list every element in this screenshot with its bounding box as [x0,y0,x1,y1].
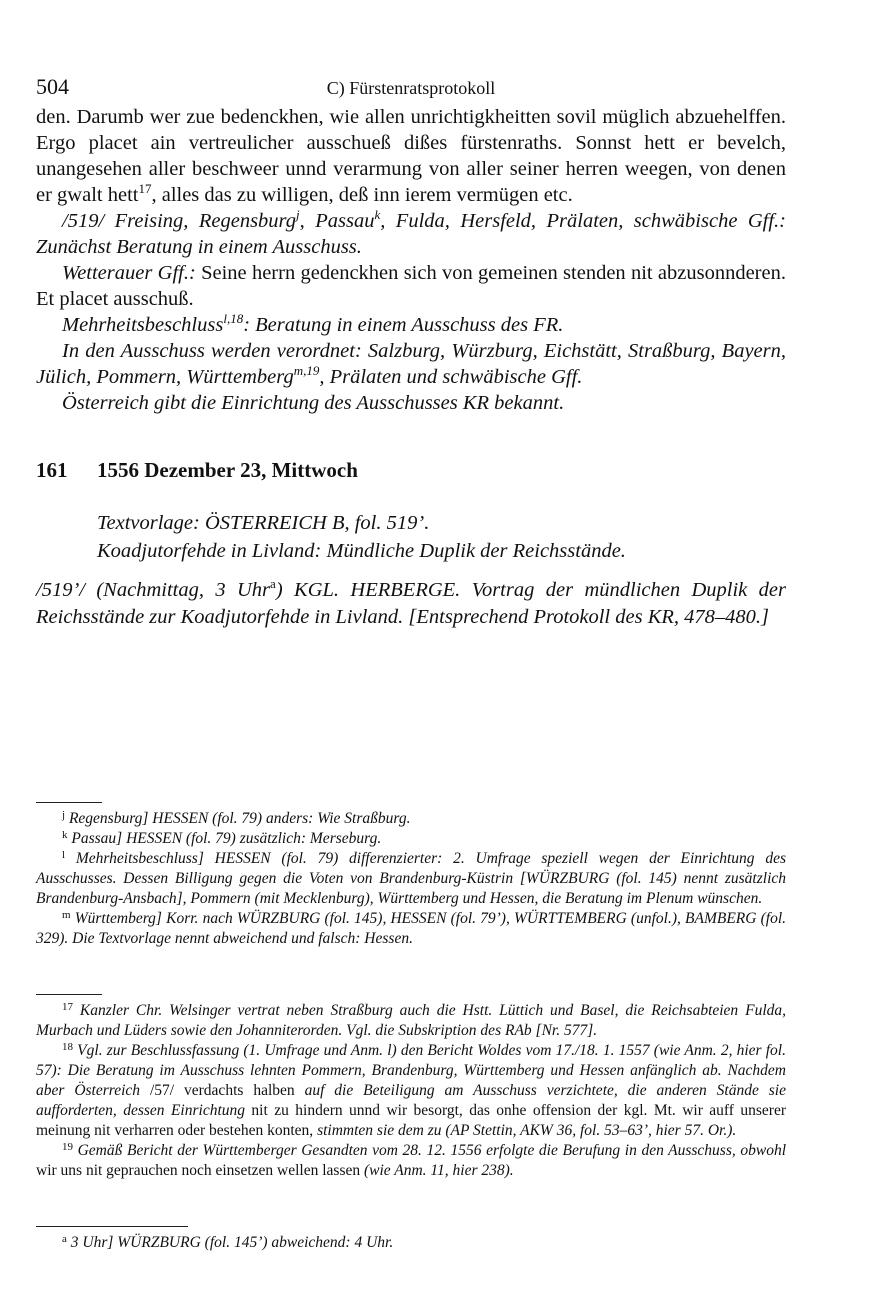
text: /519/ Freising, Regensburg [62,210,297,232]
note-mark: 18 [62,1041,73,1053]
note-mark: a [62,1233,67,1245]
variant-notes [36,802,786,949]
variant-ref: m,19 [293,363,320,378]
note-mark: m [62,909,71,921]
note-text: Mehrheitsbeschluss] HESSEN (fol. 79) differenzierter: 2. Umfrage speziell wegen der Einrichtung des Ausschusses. Dessen Billigung gegen die Voten von Brandenburg-Küstrin [WÜRZBURG (fol. 145) nennt zusätzlich Brandenburg-Ansbach], Pommern (mit Mecklenburg), Württemberg und Hessen, die Beratung im Plenum wünschen. [36,850,787,907]
note-mark: 19 [62,1141,73,1153]
quote-text: wir uns nit geprauchen noch einsetzen wellen lassen [36,1162,364,1179]
note-text: Passau] HESSEN (fol. 79) zusätzlich: Merseburg. [71,830,382,847]
note-mark: j [62,809,66,821]
variant-note-a [36,1233,786,1253]
text: ) KGL. HERBERGE. Vortrag der mündlichen Duplik der Reichsstände zur Koadjutorfehde in Livland. [Entsprechend Protokoll des KR, 478–480.] [36,579,786,628]
variant-ref: j [296,207,300,222]
variant-note [36,809,786,829]
text: Seine herrn gedenckhen sich von gemeinen stenden nit abzusonnderen. Et placet ausschuß. [36,262,786,310]
note-text: auf die Beteiligung am Ausschuss verzichtete, die anderen Stände sie aufforderten, dessen Einrichtung [36,1082,786,1119]
footnote-19 [36,1141,786,1181]
footnote-17 [36,1001,786,1041]
note-text: Württemberg] Korr. nach WÜRZBURG (fol. 145), HESSEN (fol. 79’), WÜRTTEMBERG (unfol.), BAMBERG (fol. 329). Die Textvorlage nennt abweichend und falsch: Hessen. [36,910,787,947]
divider [36,1226,188,1227]
variant-ref: l,18 [223,311,244,326]
variant-ref: k [374,207,381,222]
page [36,74,786,631]
note-mark: k [62,829,68,841]
note-text: Regensburg] HESSEN (fol. 79) anders: Wie Straßburg. [68,810,411,827]
running-title: C) Fürstenratsprotokoll [326,78,496,98]
paragraph-5 [36,338,786,390]
paragraph-2 [36,208,786,260]
speaker: Wetterauer Gff.: [62,262,196,284]
note-text: Gemäß Bericht der Württemberger Gesandten vom 28. 12. 1556 erfolgte die Berufung in den Ausschuss, obwohl [77,1142,786,1159]
text: : Beratung in einem Ausschuss des FR. [243,314,564,336]
source-line: Textvorlage: ÖSTERREICH B, fol. 519’. [97,512,430,534]
text: In den Ausschuss werden verordnet: Salzburg, Würzburg, Eichstätt, Straßburg, Bayern, Jülich, Pommern, Württemberg [36,340,786,388]
subject-line: Koadjutorfehde in Livland: Mündliche Duplik der Reichsstände. [97,540,626,562]
note-mark: 17 [62,1001,73,1013]
text: den. Darumb wer zue bedenckhen, wie allen unrichtigkheitten sovil müglich abzuehelffen. Ergo placet ain vertreulicher ausschueß dißes fürstenraths. Sonnst hett er bevelch, unangesehen aller beschweer unnd verarmung von aller seiner herren weegen, von denen er gwalt hett [36,106,786,206]
section-title: 1556 Dezember 23, Mittwoch [97,458,358,482]
footnotes [36,994,786,1181]
section-number: 161 [36,458,68,482]
note-mark: l [62,849,66,861]
text: , Prälaten und schwäbische Gff. [319,366,583,388]
note-text: (wie Anm. 11, hier 238). [363,1162,514,1179]
variant-note [36,849,786,909]
vortrag-paragraph [36,577,786,631]
quote-text: nit zu hindern unnd wir besorgt, das onhe offension der kgl. Mt. wir auff unserer meinung nit verharren oder bestehen konten, [36,1102,786,1139]
note-text: 3 Uhr] WÜRZBURG (fol. 145’) abweichend: 4 Uhr. [70,1234,394,1251]
text: , Fulda, Hersfeld, Prälaten, schwäbische Gff.: Zunächst Beratung in einem Ausschuss. [36,210,787,258]
section-heading [36,458,786,483]
text: Österreich gibt die Einrichtung des Ausschusses KR bekannt. [62,392,565,414]
text: /519’/ (Nachmittag, 3 Uhr [36,579,271,601]
variant-note [36,909,786,949]
note-text: Vgl. zur Beschlussfassung (1. Umfrage und Anm. l) den Bericht Woldes vom 17./18. 1. 1557 (wie Anm. 2, hier fol. 57): Die Beratung im Ausschuss lehnten Pommern, Brandenburg, Württemberg und Hessen anfänglich ab. Nachdem aber Österreich [36,1042,786,1099]
quote-text: /57/ verdachts halben [140,1082,305,1099]
page-header [36,74,786,104]
paragraph-1 [36,104,786,208]
footnote-ref: 17 [138,181,152,196]
note-text: Kanzler Chr. Welsinger vertrat neben Straßburg auch die Hstt. Lüttich und Basel, die Reichsabteien Fulda, Murbach und Lüders sowie den Johanniterorden. Vgl. die Subskription des RAb [Nr. 577]. [36,1002,786,1039]
paragraph-4 [36,312,786,338]
page-number: 504 [36,74,69,99]
variant-note [36,829,786,849]
main-text [36,104,786,416]
paragraph-3 [36,260,786,312]
paragraph-6 [36,390,786,416]
divider [36,994,102,995]
source-block [36,509,786,565]
bottom-notes [36,1226,786,1253]
note-text: stimmten sie dem zu (AP Stettin, AKW 36, fol. 53–63’, hier 57. Or.). [313,1122,737,1139]
text: Mehrheitsbeschluss [62,314,224,336]
text: , alles das zu willigen, deß inn ierem vermügen etc. [151,184,573,206]
text: , Passau [299,210,375,232]
footnote-18 [36,1041,786,1141]
divider [36,802,102,803]
variant-ref: a [270,576,276,591]
